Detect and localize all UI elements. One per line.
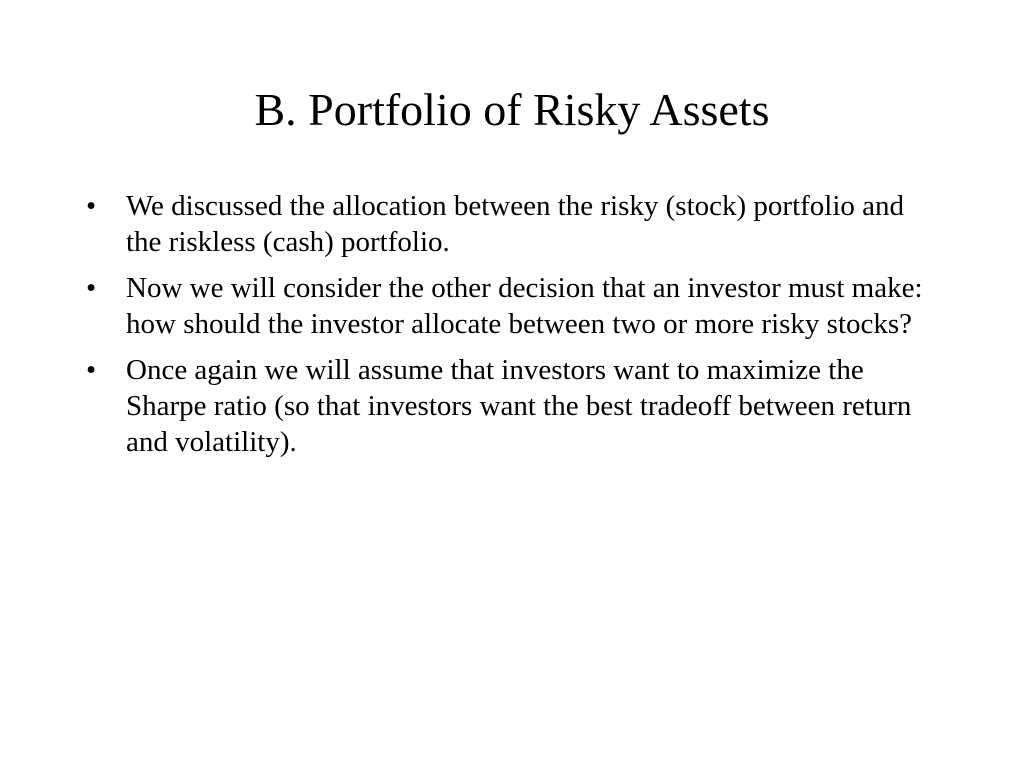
bullet-text: Now we will consider the other decision that an investor must make: how should the investor allocate between two or more risky stocks? (126, 272, 923, 340)
bullet-item (84, 270, 934, 342)
bullet-item (84, 352, 934, 460)
slide-title: B. Portfolio of Risky Assets (254, 84, 770, 135)
bullet-dot-icon: • (86, 190, 97, 222)
bullet-item (84, 188, 934, 260)
bullet-dot-icon: • (86, 354, 97, 386)
bullet-dot-icon: • (86, 272, 97, 304)
bullet-text: We discussed the allocation between the risky (stock) portfolio and the riskless (cash) portfolio. (126, 190, 905, 258)
bullet-text: Once again we will assume that investors want to maximize the Sharpe ratio (so that investors want the best tradeoff between return and volatility). (126, 354, 912, 458)
bullet-list (84, 188, 934, 470)
